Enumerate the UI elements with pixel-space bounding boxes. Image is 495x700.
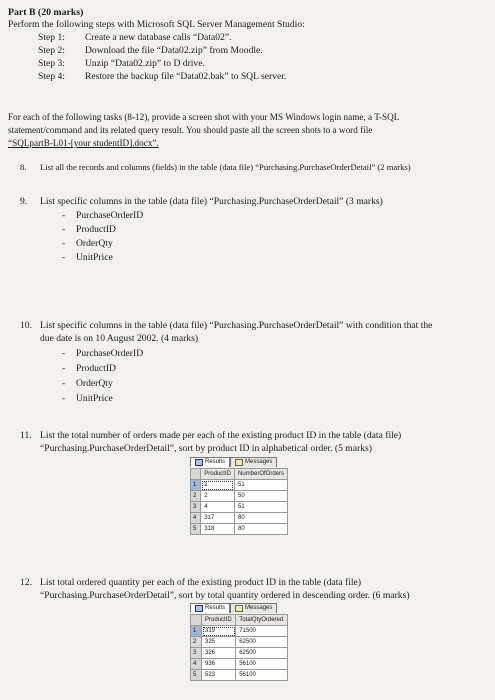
tab-messages[interactable]: Messages <box>230 457 277 467</box>
task-number: 12. <box>20 577 32 588</box>
table-row[interactable] <box>191 513 288 524</box>
task-10-text: due date is on 10 August 2002. (4 marks) <box>40 333 199 344</box>
step-text: Unzip “Data02.zip” to D drive. <box>85 58 205 69</box>
task-number: 8. <box>20 162 27 172</box>
task-11-text: “Purchasing.PurchaseOrderDetail”, sort by product ID in alphabetical order. (5 marks) <box>40 443 372 454</box>
column-bullet: - UnitPrice <box>62 393 113 404</box>
cell[interactable]: 62500 <box>236 637 288 648</box>
cell[interactable]: 51 <box>234 480 287 491</box>
table-row[interactable] <box>191 626 288 637</box>
table-row[interactable] <box>191 670 288 681</box>
task-12-text: List total ordered quantity per each of the existing product ID in the table (data file) <box>40 577 362 588</box>
instructions-line: For each of the following tasks (8-12), provide a screen shot with your MS Windows login name, a T-SQL <box>8 112 400 122</box>
task-number: 9. <box>20 196 28 207</box>
column-bullet: - PurchaseOrderID <box>62 348 144 359</box>
step-text: Create a new database calls “Data02”. <box>85 32 232 43</box>
row-number[interactable]: 5 <box>191 670 202 681</box>
table-row[interactable] <box>191 480 288 491</box>
cell[interactable]: 51 <box>234 502 287 513</box>
table-row[interactable] <box>191 637 288 648</box>
cell[interactable]: 2 <box>201 491 235 502</box>
task-12-text: “Purchasing.PurchaseOrderDetail”, sort by total quantity ordered in descending order. (6 marks) <box>40 590 410 601</box>
cell[interactable]: 50 <box>234 491 287 502</box>
cell[interactable]: 325 <box>202 637 236 648</box>
task-9-text: List specific columns in the table (data file) “Purchasing.PurchaseOrderDetail” (3 marks) <box>40 196 383 207</box>
cell[interactable]: 318 <box>201 524 235 535</box>
results-tabs <box>190 603 277 613</box>
tab-results[interactable]: Results <box>190 457 230 467</box>
column-bullet: - OrderQty <box>62 238 113 249</box>
cell[interactable]: 4 <box>201 502 235 513</box>
column-header[interactable]: TotalQtyOrdered <box>236 615 288 626</box>
part-title: Part B (20 marks) <box>8 7 84 18</box>
corner-cell <box>191 615 202 626</box>
row-number[interactable]: 3 <box>191 502 201 513</box>
column-bullet: - ProductID <box>62 363 116 374</box>
message-icon <box>235 459 243 466</box>
cell[interactable]: 62500 <box>236 648 288 659</box>
cell[interactable]: 80 <box>234 524 287 535</box>
cell[interactable]: 523 <box>202 670 236 681</box>
task-10-text: List specific columns in the table (data file) “Purchasing.PurchaseOrderDetail” with condition that the <box>40 320 433 331</box>
cell[interactable]: 317 <box>201 513 235 524</box>
submission-filename: “SQLpartB-L01-[your studentID].docx”. <box>8 138 159 148</box>
column-bullet: - PurchaseOrderID <box>62 210 144 221</box>
cell[interactable]: 1 <box>201 480 235 491</box>
message-icon <box>235 605 243 612</box>
cell[interactable]: 80 <box>234 513 287 524</box>
results-table <box>190 468 288 535</box>
step-text: Restore the backup file “Data02.bak” to SQL server. <box>85 71 287 82</box>
column-header[interactable]: NumberOfOrders <box>234 469 287 480</box>
row-number[interactable]: 3 <box>191 648 202 659</box>
task-number: 10. <box>20 320 32 331</box>
instructions-line: statement/command and its related query result. You should paste all the screen shots to a word file <box>8 125 373 135</box>
column-header[interactable]: ProductID <box>202 615 236 626</box>
cell[interactable]: 319 <box>202 626 236 637</box>
cell[interactable]: 71500 <box>236 626 288 637</box>
tab-results[interactable]: Results <box>190 603 230 613</box>
grid-icon <box>195 459 203 466</box>
table-row[interactable] <box>191 524 288 535</box>
table-row[interactable] <box>191 491 288 502</box>
table-row[interactable] <box>191 648 288 659</box>
task-11-text: List the total number of orders made per each of the existing product ID in the table (data file) <box>40 430 402 441</box>
row-number[interactable]: 2 <box>191 637 202 648</box>
tab-messages[interactable]: Messages <box>230 603 277 613</box>
task-number: 11. <box>20 430 32 441</box>
step-label: Step 3: <box>38 58 65 69</box>
cell[interactable]: 936 <box>202 659 236 670</box>
column-bullet: - OrderQty <box>62 378 113 389</box>
column-bullet: - UnitPrice <box>62 252 113 263</box>
table-row[interactable] <box>191 502 288 513</box>
corner-cell <box>191 469 201 480</box>
row-number[interactable]: 4 <box>191 513 201 524</box>
row-number[interactable]: 2 <box>191 491 201 502</box>
cell[interactable]: 56100 <box>236 670 288 681</box>
column-header[interactable]: ProductID <box>201 469 235 480</box>
row-number[interactable]: 1 <box>191 626 202 637</box>
results-tabs <box>190 457 277 467</box>
grid-icon <box>195 605 203 612</box>
results-table <box>190 614 288 681</box>
step-label: Step 1: <box>38 32 65 43</box>
table-row[interactable] <box>191 659 288 670</box>
row-number[interactable]: 5 <box>191 524 201 535</box>
cell[interactable]: 326 <box>202 648 236 659</box>
step-label: Step 4: <box>38 71 65 82</box>
intro-text: Perform the following steps with Microsoft SQL Server Management Studio: <box>8 19 305 30</box>
task-8-text: List all the records and columns (fields) in the table (data file) “Purchasing.PurchaseOrderDetail” (2 marks) <box>40 162 411 172</box>
row-number[interactable]: 4 <box>191 659 202 670</box>
step-label: Step 2: <box>38 45 65 56</box>
cell[interactable]: 56100 <box>236 659 288 670</box>
row-number[interactable]: 1 <box>191 480 201 491</box>
column-bullet: - ProductID <box>62 224 116 235</box>
step-text: Download the file “Data02.zip” from Moodle. <box>85 45 263 56</box>
